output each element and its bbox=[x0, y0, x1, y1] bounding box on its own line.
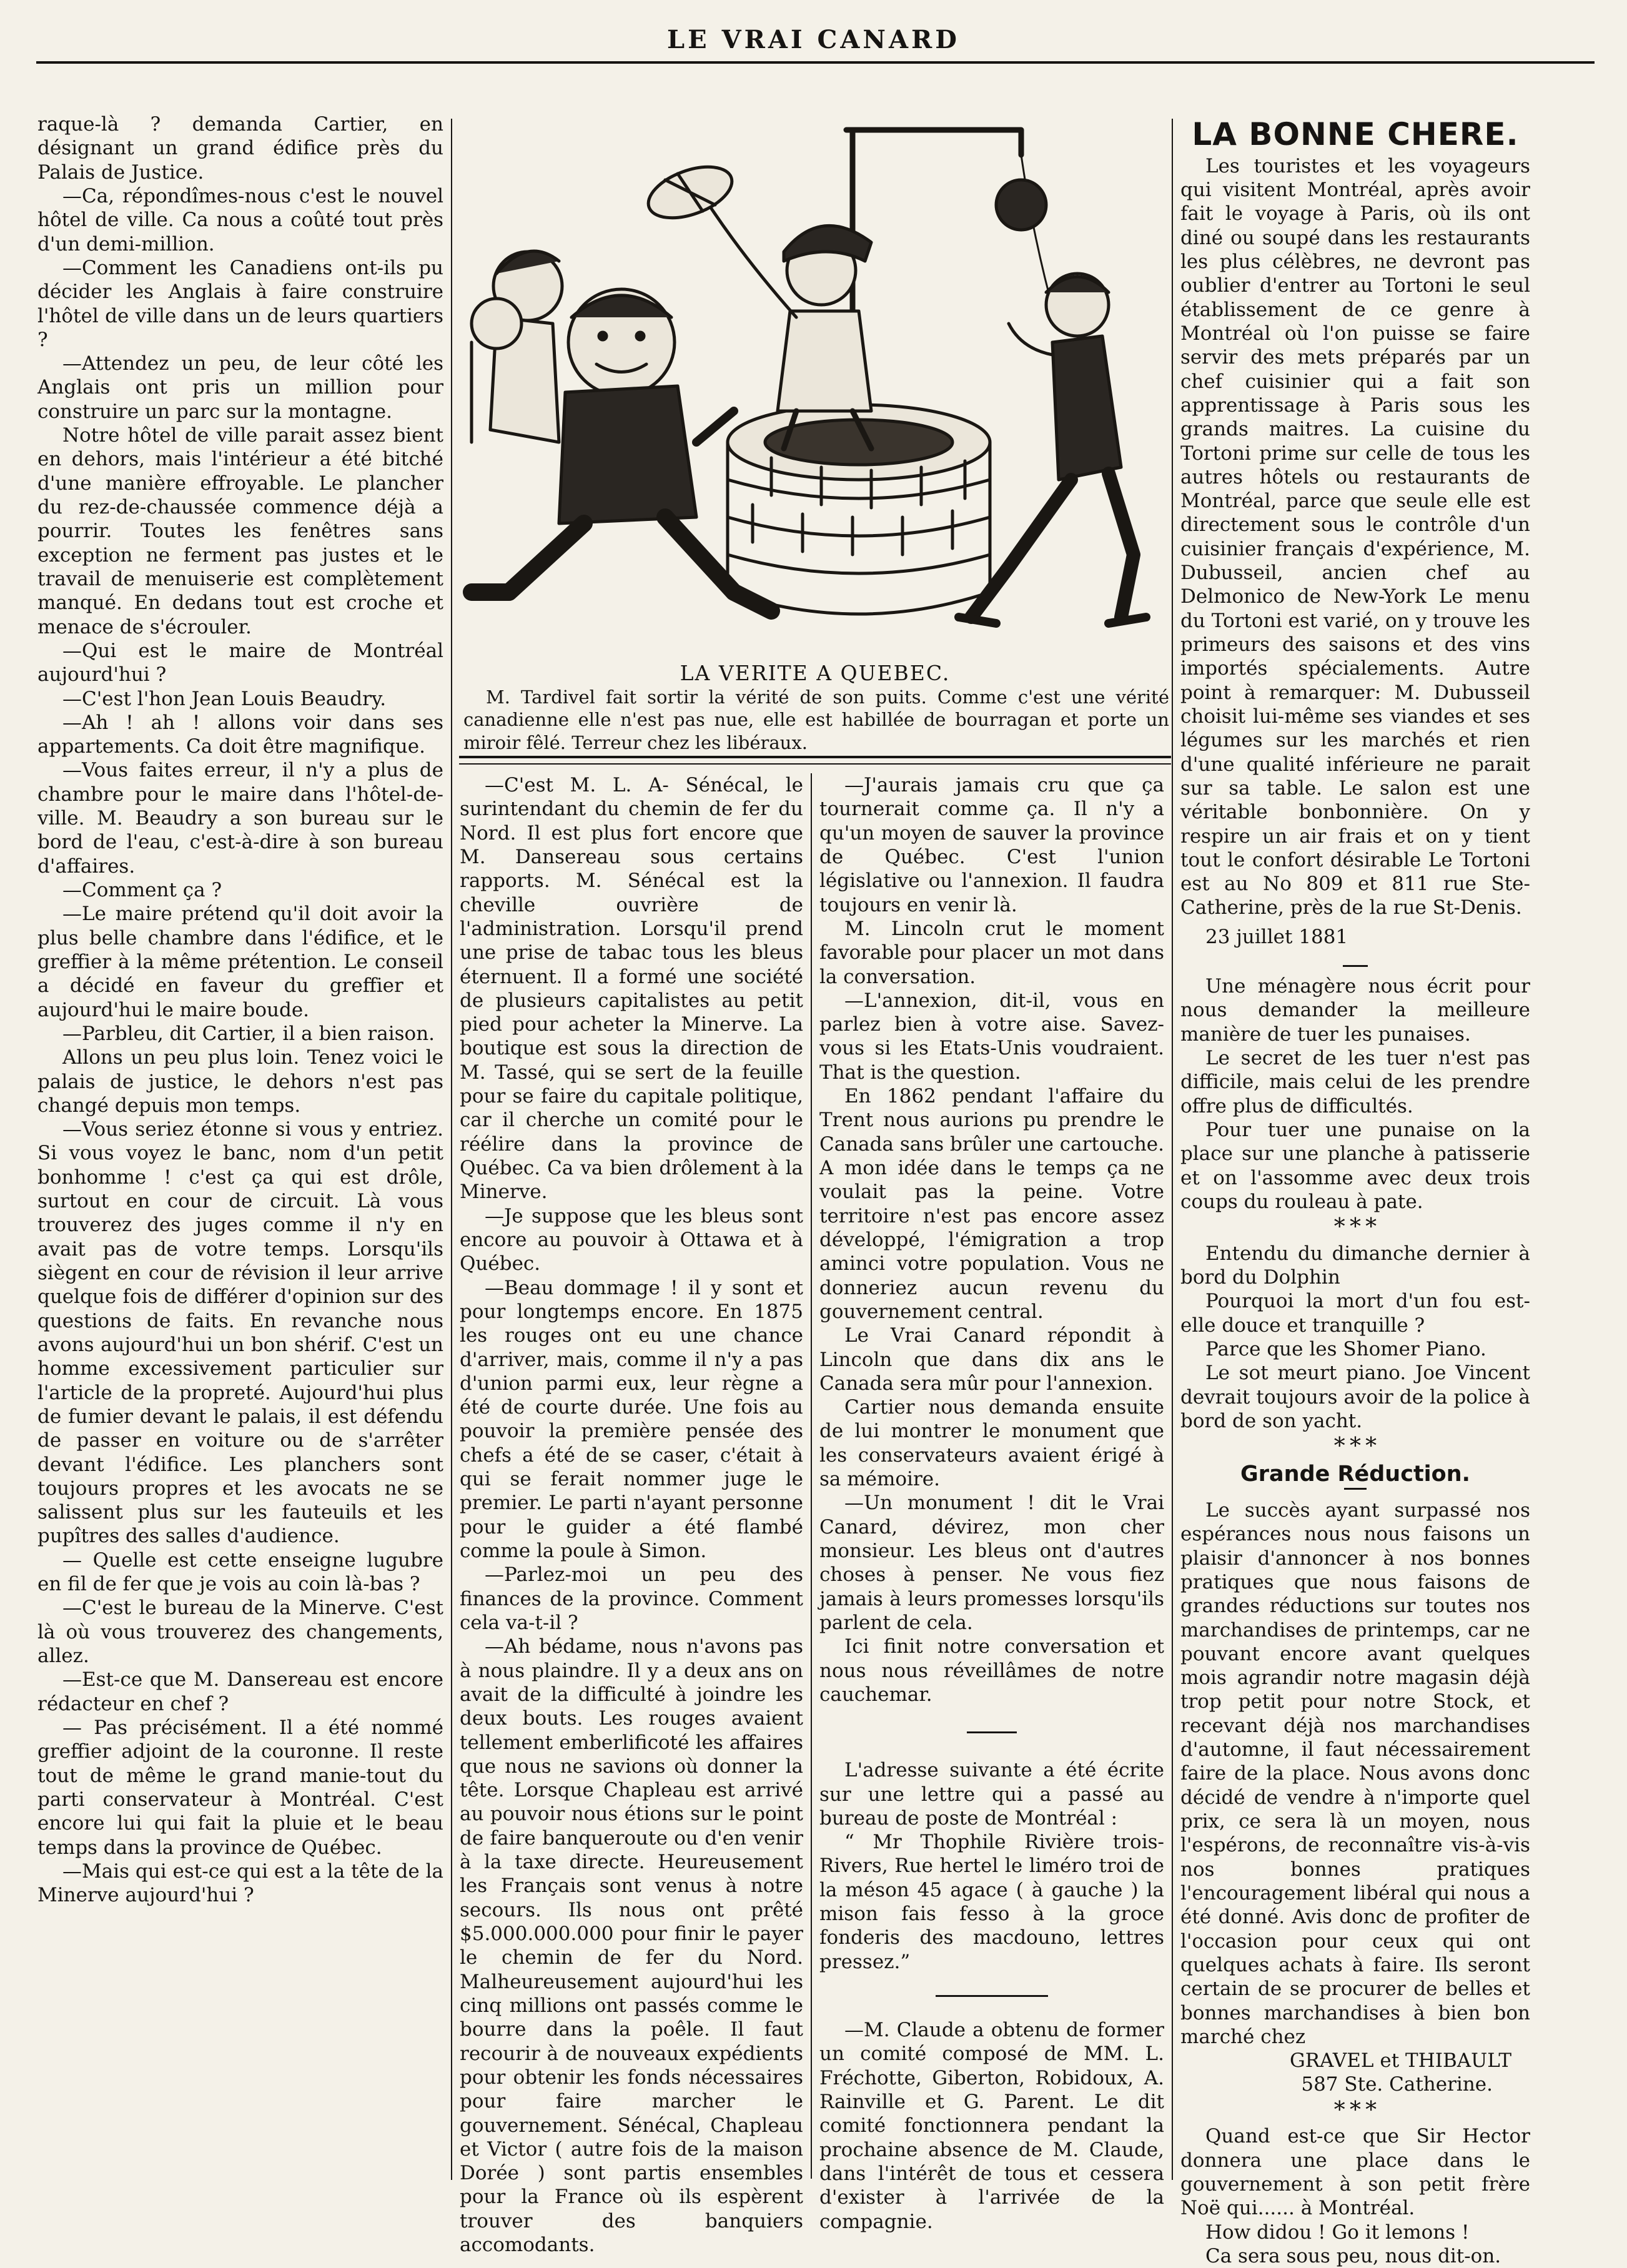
col2-paragraph: —Parlez-moi un peu des finances de la province. Comment cela va-t-il ? bbox=[460, 1563, 803, 1634]
asterism: * * * bbox=[1333, 1434, 1377, 1460]
cartoon-illustration bbox=[459, 117, 1171, 661]
column-rule-left bbox=[451, 119, 452, 2180]
col1-paragraph: — Pas précisément. Il a été nommé greffier adjoint de la couronne. Il reste tout de même le grand manie-tout du parti conservateur à Montréal. C'est encore lui qui fait la pluie et le beau temps dans la province de Québec. bbox=[37, 1716, 443, 1859]
signature-address: 587 Ste. Catherine. bbox=[1301, 2073, 1493, 2096]
col4-date: 23 juillet 1881 bbox=[1205, 925, 1348, 948]
bonne-chere-title: LA BONNE CHERE. bbox=[1192, 116, 1519, 152]
column-rule-right bbox=[1172, 119, 1173, 2180]
signature-name: GRAVEL et THIBAULT bbox=[1289, 2049, 1511, 2072]
col4-paragraph: Le sot meurt piano. Joe Vincent devrait toujours avoir de la police à bord de son yacht. bbox=[1180, 1362, 1530, 1432]
col4-paragraph: Pour tuer une punaise on la place sur une planche à patisserie et on l'assomme avec deux trois coups du rouleau à pate. bbox=[1180, 1118, 1530, 1213]
col3-paragraph: M. Lincoln crut le moment favorable pour placer un mot dans la conversation. bbox=[819, 917, 1164, 988]
col1-paragraph: —C'est l'hon Jean Louis Beaudry. bbox=[62, 687, 387, 710]
col1-paragraph: —Parbleu, dit Cartier, il a bien raison. bbox=[62, 1022, 435, 1045]
col2-paragraph: —Ah bédame, nous n'avons pas à nous plaindre. Il y a deux ans on avait de la difficulté à joindre les deux bouts. Les rouges avaient tellement emberlificoté les affaires que nous ne savions où donner la tête. Lorsque Chapleau est arrivé au pouvoir nous étions sur le point de faire banqueroute ou d'en venir à la taxe directe. Heureusement les Français sont venus à notre secours. Ils nous ont prêté $5.000.000.000 pour finir le payer le chemin de fer du Nord. Malheureusement aujourd'hui les cinq millions ont passés comme le bourre dans la poêle. Il faut recourir à de nouveaux expédients pour obtenir les fonds nécessaires pour faire marcher le gouvernement. Sénécal, Chapleau et Victor ( autre fois de la maison Dorée ) sont partis ensembles pour la France où ils espèrent trouver des banquiers accomodants. bbox=[460, 1635, 803, 2257]
col4-paragraph: Une ménagère nous écrit pour nous demander la meilleure manière de tuer les punaises. bbox=[1180, 975, 1530, 1046]
col4-paragraph: Le secret de les tuer n'est pas difficile, mais celui de les prendre offre plus de difficultés. bbox=[1180, 1047, 1530, 1117]
column-3 bbox=[819, 773, 1164, 2233]
col3-paragraph: —L'annexion, dit-il, vous en parlez bien à votre aise. Savez-vous si les Etats-Unis voudraient. That is the question. bbox=[819, 989, 1164, 1084]
col4-paragraph: Les touristes et les voyageurs qui visitent Montréal, après avoir fait le voyage à Paris, où ils ont diné ou soupé dans les restaurants les plus célèbres, ne devront pas oublier d'entrer au Tortoni le seul établissement de ce genre à Montréal où l'on puisse se faire servir des mets préparés par un chef cuisinier qui a fait son apprentissage à Paris sous les grands maitres. La cuisine du Tortoni prime sur celle de tous les autres hôtels ou restaurants de Montréal, parce que seule elle est directement sous le contrôle d'un cuisinier français d'expérience, M. Dubusseil, ancien chef au Delmonico de New-York Le menu du Tortoni est varié, on y trouve les primeurs des saisons et des vins importés spécialements. Autre point à remarquer: M. Dubusseil choisit lui-même ses viandes et ses légumes sur les marchés et rien d'une qualité inférieure ne parait sur sa table. Le salon est une véritable bonbonnière. On y respire un air frais et on y tient tout le confort désirable Le Tortoni est au No 809 et 811 rue Ste-Catherine, près de la rue St-Denis. bbox=[1180, 154, 1530, 919]
col1-paragraph: —Ca, répondîmes-nous c'est le nouvel hôtel de ville. Ca nous a coûté tout près d'un demi-million. bbox=[37, 184, 443, 255]
col3-paragraph: Le Vrai Canard répondit à Lincoln que dans dix ans le Canada sera mûr pour l'annexion. bbox=[819, 1324, 1164, 1395]
separator-rule bbox=[967, 1731, 1017, 1733]
col3-paragraph: Cartier nous demanda ensuite de lui montrer le monument que les conservateurs avaient érigé à sa mémoire. bbox=[819, 1396, 1164, 1491]
col4-paragraph: Ca sera sous peu, nous dit-on. bbox=[1205, 2244, 1501, 2267]
separator-rule bbox=[1343, 965, 1368, 967]
column-rule-middle bbox=[811, 773, 812, 2179]
col1-paragraph: —Vous faites erreur, il n'y a plus de chambre pour le maire dans l'hôtel-de-ville. M. Beaudry a son bureau sur le bord de l'eau, c'est-à-dire à son bureau d'affaires. bbox=[37, 759, 443, 878]
col1-paragraph: —Attendez un peu, de leur côté les Anglais ont pris un million pour construire un parc sur la montagne. bbox=[37, 352, 443, 423]
col1-paragraph: —Mais qui est-ce qui est a la tête de la Minerve aujourd'hui ? bbox=[37, 1859, 443, 1907]
col3-paragraph: Ici finit notre conversation et nous nous réveillâmes de notre cauchemar. bbox=[819, 1635, 1164, 1706]
asterism: * * * bbox=[1333, 1214, 1377, 1240]
col1-paragraph: —Ah ! ah ! allons voir dans ses appartements. Ca doit être magnifique. bbox=[37, 711, 443, 758]
separator-rule bbox=[936, 1995, 1048, 1997]
col4-paragraph: How didou ! Go it lemons ! bbox=[1205, 2221, 1470, 2244]
caption-rule-thin bbox=[459, 763, 1171, 765]
illustration-title: LA VERITE A QUEBEC. bbox=[680, 661, 951, 685]
col1-paragraph: —Vous seriez étonne si vous y entriez. Si vous voyez le banc, nom d'un petit bonhomme ! c'est ça qui est drôle, surtout en cour de circuit. Là vous trouverez des juges comme il n'y en avait pas de votre temps. Lorsqu'ils siègent en cour de révision il leur arrive quelque fois de différer d'opinion sur des questions de faits. En revanche nous avons aujourd'hui un bon shérif. C'est un homme excessivement particulier sur l'article de la propreté. Aujourd'hui plus de fumier devant le palais, il est défendu de passer en voiture ou de s'arrêter devant l'édifice. Les planchers sont toujours propres et les avocats ne se salissent plus sur les fauteuils et les pupîtres des salles d'audience. bbox=[37, 1118, 443, 1548]
col3-paragraph: “ Mr Thophile Rivière trois-Rivers, Rue hertel le liméro troi de la méson 45 agace ( à gauche ) la mison fais fesso à la groce fonderis des macdouno, lettres pressez.” bbox=[819, 1831, 1164, 1973]
col3-paragraph: —M. Claude a obtenu de former un comité composé de MM. L. Fréchotte, Giberton, Robidoux, A. Rainville et G. Parent. Le dit comité fonctionnera pendant la prochaine absence de M. Claude, dans l'intérêt de tous et cessera d'exister à l'arrivée de la compagnie. bbox=[819, 2019, 1164, 2233]
col3-paragraph: —Un monument ! dit le Vrai Canard, dévirez, mon cher monsieur. Les bleus ont d'autres choses à penser. Ne vous fiez jamais à leurs promesses lorsqu'ils parlent de cela. bbox=[819, 1492, 1164, 1634]
col1-paragraph: Notre hôtel de ville parait assez bient en dehors, mais l'intérieur a été bitché d'une manière effroyable. Le plancher du rez-de-chaussée commence déjà a pourrir. Toutes les fenêtres sans exception ne ferment pas justes et le travail de menuiserie est complètement manqué. En dedans tout est croche et menace de s'écrouler. bbox=[37, 424, 443, 638]
col3-paragraph: L'adresse suivante a été écrite sur une lettre qui a passé au bureau de poste de Montréal : bbox=[819, 1759, 1164, 1830]
caption-rule bbox=[459, 756, 1171, 758]
col2-paragraph: —C'est M. L. A- Sénécal, le surintendant du chemin de fer du Nord. Il est plus fort encore que M. Dansereau sous certains rapports. M. Sénécal est la cheville ouvrière de l'administration. Lorsqu'il prend une prise de tabac tous les bleus éternuent. Il a formé une société de plusieurs capitalistes au petit pied pour acheter la Minerve. La boutique est sous la direction de M. Tassé, qui se sert de la feuille pour se faire du capitale politique, car il cherche un comité pour le réélire dans la province de Québec. Ca va bien drôlement à la Minerve. bbox=[460, 774, 803, 1204]
col4-paragraph: Parce que les Shomer Piano. bbox=[1205, 1337, 1486, 1360]
grande-reduction-title: Grande Réduction. bbox=[1240, 1461, 1470, 1487]
col1-paragraph: —Comment ça ? bbox=[62, 879, 222, 901]
col1-paragraph: —Qui est le maire de Montréal aujourd'hui ? bbox=[37, 639, 443, 686]
col2-paragraph: —Je suppose que les bleus sont encore au pouvoir à Ottawa et à Québec. bbox=[460, 1204, 803, 1275]
col3-paragraph: En 1862 pendant l'affaire du Trent nous aurions pu prendre le Canada sans brûler une cartouche. A mon idée dans le temps ça ne voulait pas la peine. Votre territoire n'est pas encore assez développé, l'émigration a trop aminci votre population. Vous ne donneriez aucun revenu du gouvernement central. bbox=[819, 1085, 1164, 1323]
masthead-rule bbox=[36, 61, 1595, 64]
separator-rule bbox=[1344, 1488, 1367, 1490]
col1-paragraph: —Est-ce que M. Dansereau est encore rédacteur en chef ? bbox=[37, 1668, 443, 1715]
column-2 bbox=[460, 773, 803, 2257]
col1-paragraph: — Quelle est cette enseigne lugubre en fil de fer que je vois au coin là-bas ? bbox=[37, 1548, 443, 1596]
col4-paragraph: Entendu du dimanche dernier à bord du Dolphin bbox=[1180, 1242, 1530, 1289]
col1-paragraph: —Comment les Canadiens ont-ils pu décider les Anglais à faire construire l'hôtel de ville dans un de leurs quartiers ? bbox=[37, 256, 443, 351]
asterism: * * * bbox=[1333, 2097, 1377, 2123]
col3-paragraph: —J'aurais jamais cru que ça tournerait comme ça. Il n'y a qu'un moyen de sauver la province de Québec. C'est l'union législative ou l'annexion. Il faudra toujours en venir là. bbox=[819, 774, 1164, 916]
col1-paragraph: raque-là ? demanda Cartier, en désignant un grand édifice près du Palais de Justice. bbox=[37, 113, 443, 184]
column-1 bbox=[37, 112, 443, 2180]
column-4 bbox=[1180, 116, 1530, 2267]
col2-paragraph: —Beau dommage ! il y sont et pour longtemps encore. En 1875 les rouges ont eu une chance d'arriver, mais, comme il n'y a pas d'union parmi eux, leur règne a été de courte durée. Une fois au pouvoir la première pensée des chefs a été de se caser, c'était à qui se ferait nommer juge le premier. Le parti n'ayant personne pour le guider a été flambé comme la poule à Simon. bbox=[460, 1276, 803, 1562]
col4-paragraph: Le succès ayant surpassé nos espérances nous nous faisons un plaisir d'annoncer à nos bonnes pratiques que nous faisons de grandes réductions sur toutes nos marchandises de printemps, car ne pouvant encore avant quelques mois agrandir notre magasin déjà trop petit pour notre Stock, et recevant déjà nos marchandises d'automne, il faut nécessairement faire de la place. Nous avons donc décidé de vendre à n'importe quel prix, ce sera là un moyen, nous l'espérons, de reconnaître vis-à-vis nos bonnes pratiques l'encouragement libéral qui nous a été donné. Avis donc de profiter de l'occasion pour ceux qui ont quelques achats à faire. Ils seront certain de se procurer de belles et bonnes marchandises à bien bon marché chez bbox=[1180, 1498, 1530, 2048]
col1-paragraph: —C'est le bureau de la Minerve. C'est là où vous trouverez des changements, allez. bbox=[37, 1597, 443, 1667]
col1-paragraph: —Le maire prétend qu'il doit avoir la plus belle chambre dans l'édifice, et le greffier à la même prétention. Le conseil a décidé en faveur du greffier et aujourd'hui le maire boude. bbox=[37, 903, 443, 1021]
col4-paragraph: Pourquoi la mort d'un fou est-elle douce et tranquille ? bbox=[1180, 1290, 1530, 1337]
masthead: LE VRAI CANARD bbox=[667, 25, 960, 54]
illustration-caption: M. Tardivel fait sortir la vérité de son puits. Comme c'est une vérité canadienne elle n'est pas nue, elle est habillée de bourragan et porte un miroir fêlé. Terreur chez les libéraux. bbox=[463, 686, 1169, 753]
col1-paragraph: Allons un peu plus loin. Tenez voici le palais de justice, le dehors n'est pas changé depuis mon temps. bbox=[37, 1046, 443, 1117]
col4-paragraph: Quand est-ce que Sir Hector donnera une place dans le gouvernement à son petit frère Noë qui...... à Montréal. bbox=[1180, 2125, 1530, 2220]
